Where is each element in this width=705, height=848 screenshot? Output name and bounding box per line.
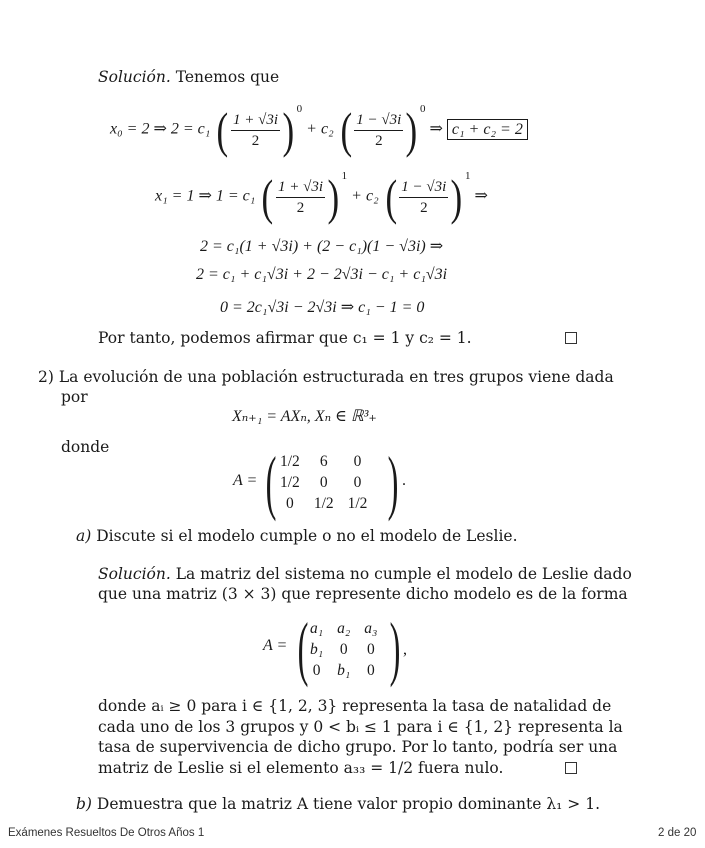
leslie-matrix-cell: 0 <box>366 661 375 679</box>
part-a-text: Discute si el modelo cumple o no el modelo de Leslie. <box>96 527 518 545</box>
equation-x0: x₀ = 2 ⇒ 2 = c₁ ( $\frac{1 + √3i}{2}$ ) $^0$ + c₂ ( $\frac{1 - √3i}{2}$ ) $^0$ ⇒ c₁ + c₂ = 2 <box>110 105 528 155</box>
eq-x1-frac1: $\frac{1 + √3i}{2}$ <box>277 178 324 216</box>
eq-x1-arrow: ⇒ <box>474 187 488 205</box>
problem-2-text: La evolución de una población estructurada en tres grupos viene dada <box>58 368 614 386</box>
eq-x1-exp1: 1 <box>341 169 348 182</box>
conclusion-1: Por tanto, podemos afirmar que c₁ = 1 y c₂ = 1. <box>98 329 472 347</box>
leslie-matrix-cell: b₁ <box>337 661 351 679</box>
matrix-a-cell: 0 <box>319 473 328 491</box>
leslie-matrix-cell: a₃ <box>364 619 378 637</box>
part-a-solution-line-2: que una matriz (3 × 3) que represente dicho modelo es de la forma <box>98 585 628 603</box>
eq-x0-exp1: 0 <box>296 102 303 115</box>
part-a-solution-label: Solución. <box>98 565 171 583</box>
derivation-line-3: 0 = 2c₁√3i − 2√3i ⇒ c₁ − 1 = 0 <box>220 299 425 316</box>
matrix-a-label: A = <box>233 472 258 489</box>
problem-2-line-2: por <box>61 388 88 406</box>
derivation-line-2: 2 = c₁ + c₁√3i + 2 − 2√3i − c₁ + c₁√3i <box>196 266 448 283</box>
eq-x0-lhs: x₀ = 2 ⇒ 2 = c₁ <box>110 120 211 138</box>
solution-label: Solución. <box>98 68 171 86</box>
eq-x0-frac2: $\frac{1 - √3i}{2}$ <box>356 111 402 149</box>
part-b-label: b) <box>76 795 92 813</box>
matrix-a-left-paren: ( <box>265 442 277 522</box>
derivation-line-1: 2 = c₁(1 + √3i) + (2 − c₁)(1 − √3i) ⇒ <box>200 238 444 255</box>
leslie-matrix-comma: , <box>403 641 407 658</box>
leslie-matrix-cell: 0 <box>312 661 321 679</box>
matrix-a-cell: 0 <box>353 452 362 470</box>
leslie-matrix-cell: b₁ <box>310 640 324 658</box>
problem-2-number: 2) <box>38 368 54 386</box>
eq-x0-boxed-result: c₁ + c₂ = 2 <box>447 119 528 140</box>
donde-label: donde <box>61 438 110 456</box>
eq-x0-arrow: ⇒ <box>429 120 443 138</box>
footer-title: Exámenes Resueltos De Otros Años 1 <box>8 827 205 839</box>
leslie-matrix-cell: 0 <box>366 640 375 658</box>
matrix-a-period: . <box>402 472 406 489</box>
eq-x1-exp2: 1 <box>464 169 471 182</box>
qed-square-icon <box>565 762 577 774</box>
matrix-a-cell: 1/2 <box>313 494 334 512</box>
recurrence-equation: Xₙ₊₁ = AXₙ, Xₙ ∈ ℝ³₊ <box>232 408 377 425</box>
eq-x0-mid: + c₂ <box>306 120 334 138</box>
eq-x1-frac2: $\frac{1 - √3i}{2}$ <box>401 178 447 216</box>
solution-intro: Tenemos que <box>175 68 280 86</box>
matrix-a-cell: 0 <box>353 473 362 491</box>
leslie-matrix-cell: 0 <box>339 640 348 658</box>
matrix-a <box>273 451 374 514</box>
footer-page-number: 2 de 20 <box>658 827 697 839</box>
leslie-matrix-right-paren: ) <box>389 608 401 688</box>
problem-2-line-1 <box>38 367 614 387</box>
part-a-label: a) <box>76 527 92 545</box>
matrix-a-cell: 1/2 <box>347 494 368 512</box>
equation-x1: x₁ = 1 ⇒ 1 = c₁ ( $\frac{1 + √3i}{2}$ ) $^1$ + c₂ ( $\frac{1 - √3i}{2}$ ) $^1$ ⇒ <box>155 169 488 225</box>
part-a-para-line-1: donde aᵢ ≥ 0 para i ∈ {1, 2, 3} representa la tasa de natalidad de <box>98 697 612 715</box>
matrix-a-cell: 1/2 <box>280 452 300 470</box>
part-a-para-line-2: cada uno de los 3 grupos y 0 < bᵢ ≤ 1 para i ∈ {1, 2} representa la <box>98 718 623 736</box>
part-b-text: Demuestra que la matriz A tiene valor propio dominante λ₁ > 1. <box>96 795 600 813</box>
part-b-question <box>76 794 600 814</box>
part-a-question <box>76 526 518 546</box>
part-a-para-line-3: tasa de supervivencia de dicho grupo. Por lo tanto, podría ser una <box>98 738 618 756</box>
eq-x1-lhs: x₁ = 1 ⇒ 1 = c₁ <box>155 187 256 205</box>
part-a-solution-text: La matriz del sistema no cumple el modelo de Leslie dado <box>175 565 632 583</box>
part-a-solution-line-1 <box>98 564 632 584</box>
eq-x0-frac1: $\frac{1 + √3i}{2}$ <box>232 111 279 149</box>
leslie-matrix-cell: a₂ <box>337 619 351 637</box>
solution-heading <box>98 67 279 87</box>
leslie-matrix-cell: a₁ <box>310 619 324 637</box>
leslie-matrix-label: A = <box>263 637 288 654</box>
leslie-matrix-left-paren: ( <box>297 608 309 688</box>
matrix-a-right-paren: ) <box>387 442 399 522</box>
part-a-para-line-4: matriz de Leslie si el elemento a₃₃ = 1/2 fuera nulo. <box>98 759 504 777</box>
qed-square-icon <box>565 332 577 344</box>
matrix-a-cell: 0 <box>286 494 294 512</box>
matrix-a-cell: 6 <box>319 452 328 470</box>
eq-x0-exp2: 0 <box>419 102 426 115</box>
eq-x1-mid: + c₂ <box>351 187 379 205</box>
matrix-a-cell: 1/2 <box>280 473 300 491</box>
leslie-matrix <box>303 618 384 681</box>
